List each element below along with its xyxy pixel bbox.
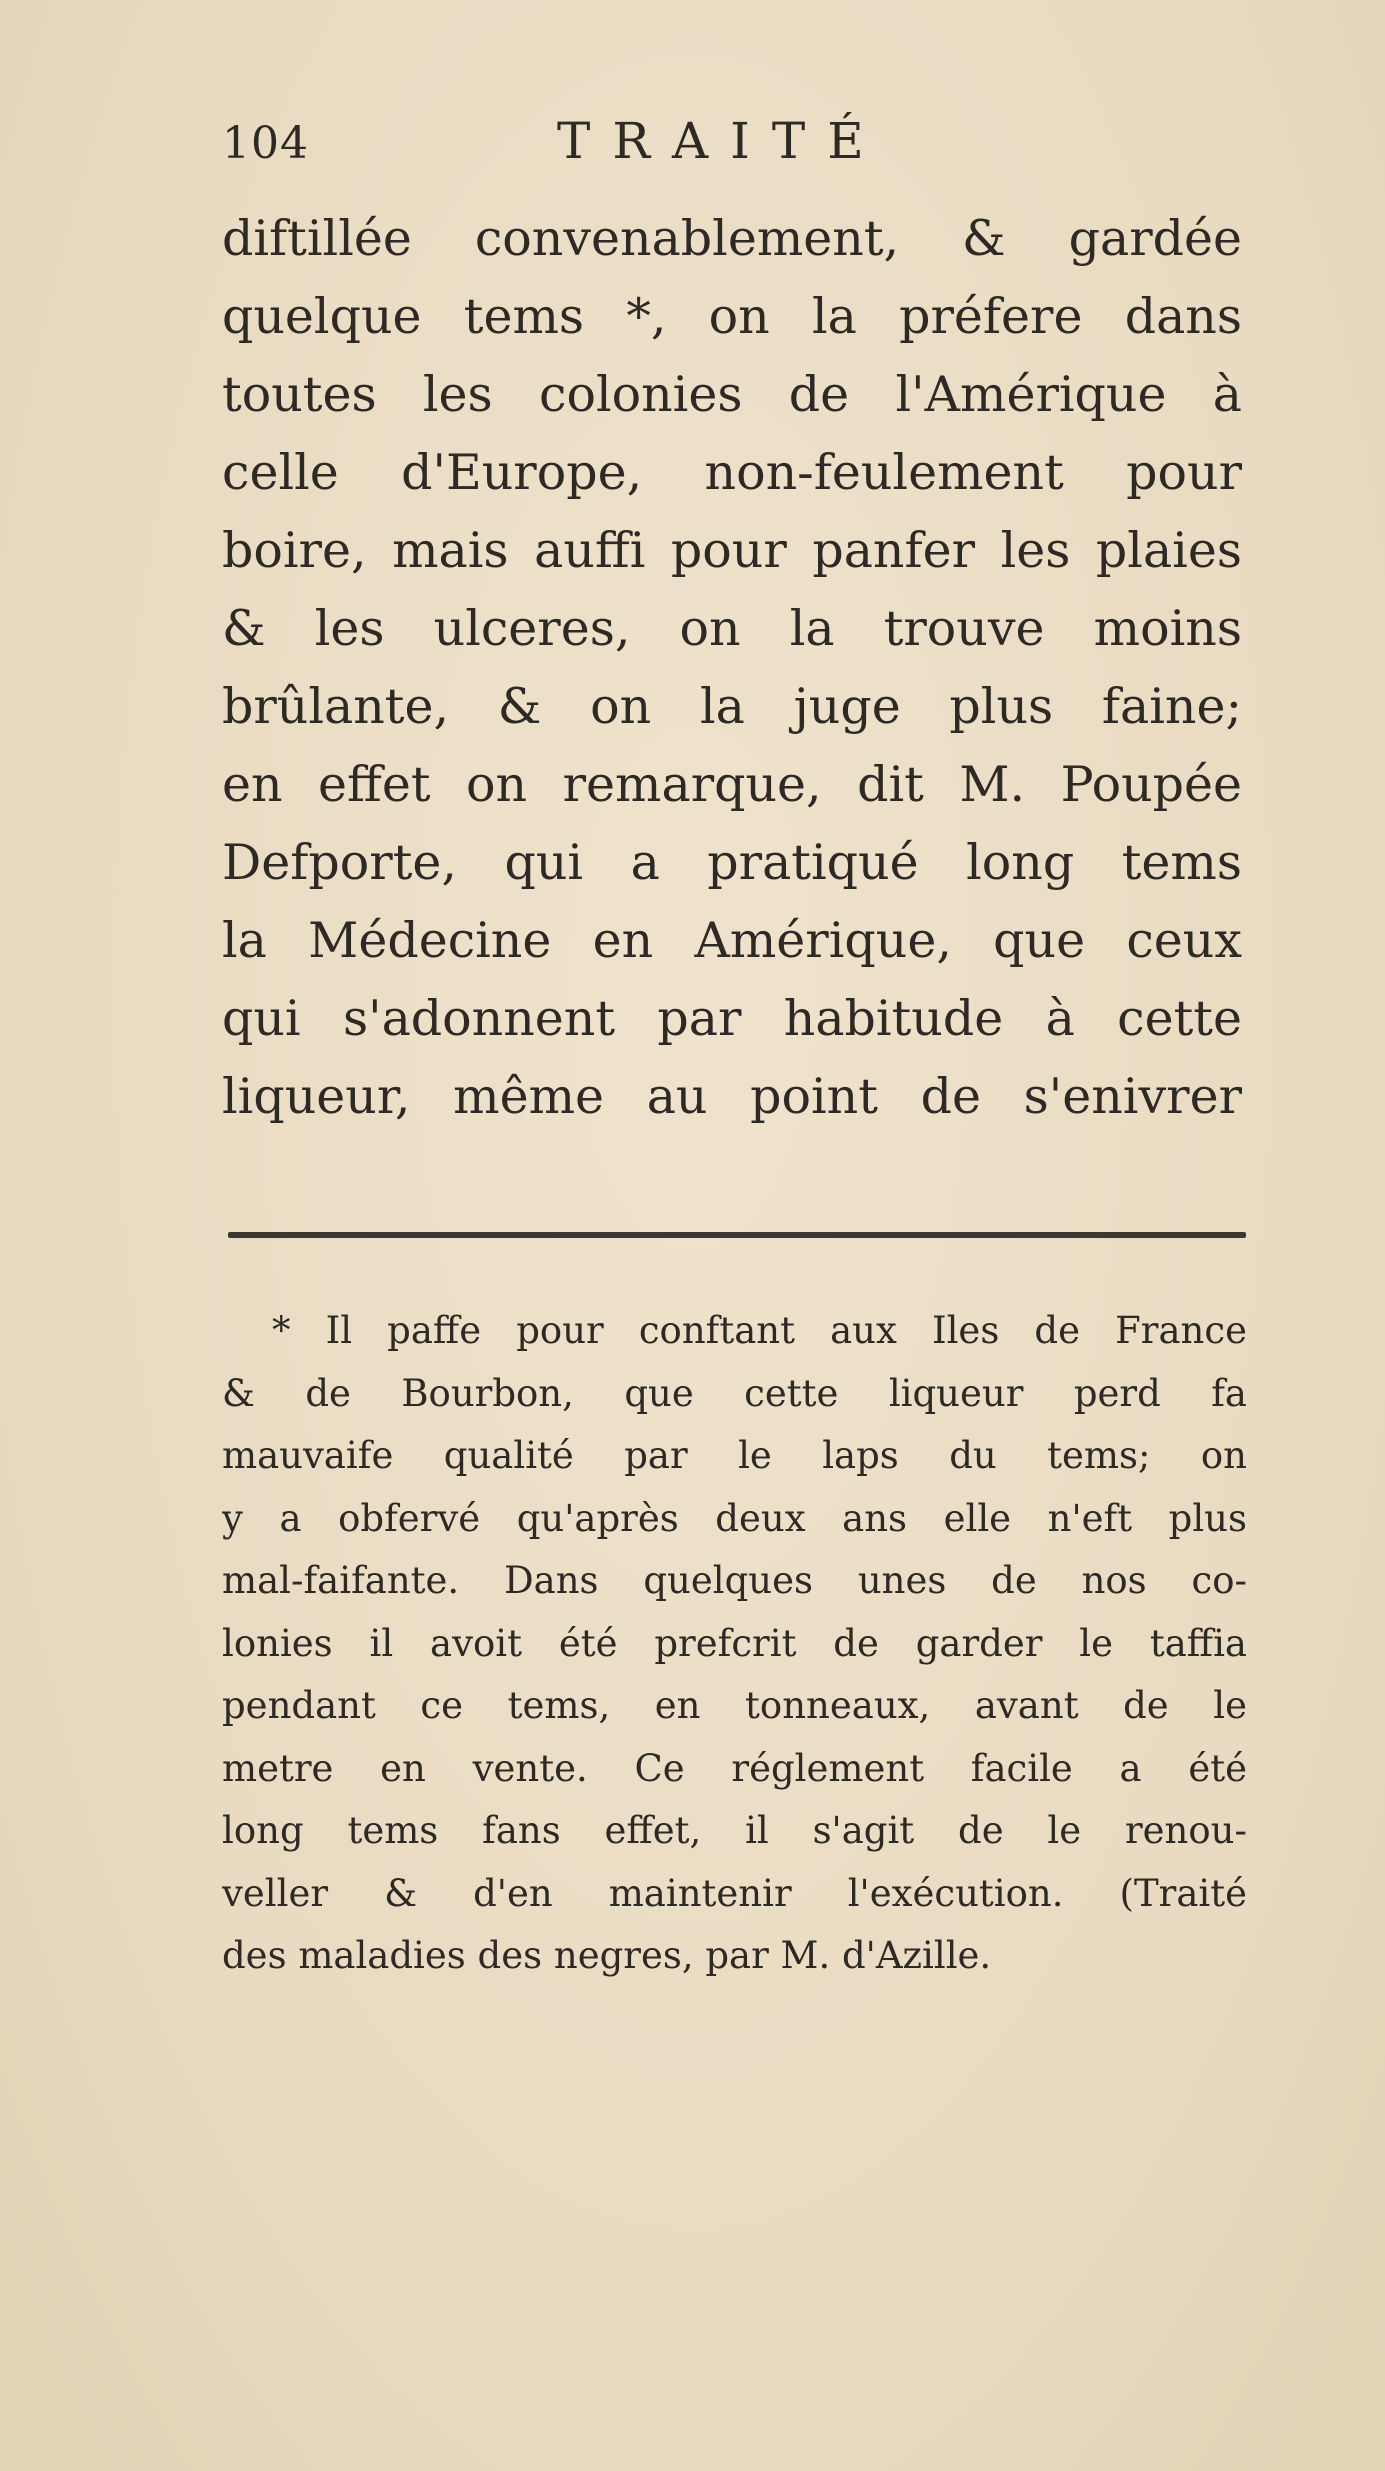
footnote-line: y a obfervé qu'après deux ans elle n'eft plus — [222, 1496, 1247, 1540]
footnote-line: veller & d'en maintenir l'exécution. (Traité — [222, 1871, 1247, 1915]
text-line: qui s'adonnent par habitude à cette — [222, 990, 1242, 1047]
text-line: & les ulceres, on la trouve moins — [222, 600, 1242, 657]
footnote-line: pendant ce tems, en tonneaux, avant de le — [222, 1684, 1247, 1727]
footnote — [222, 1300, 1247, 1988]
footnote-line: mal-faifante. Dans quelques unes de nos co- — [222, 1559, 1247, 1602]
text-line: Defporte, qui a pratiqué long tems — [222, 834, 1242, 891]
footnote-divider — [228, 1232, 1246, 1238]
page-header — [222, 112, 1222, 198]
footnote-line: * Il paffe pour conftant aux Iles de France — [272, 1309, 1247, 1352]
text-line: celle d'Europe, non-feulement pour — [222, 444, 1242, 501]
text-line: boire, mais auffi pour panfer les plaies — [222, 522, 1242, 579]
page-number: 104 — [222, 118, 309, 169]
text-line: la Médecine en Amérique, que ceux — [222, 912, 1242, 969]
text-line: liqueur, même au point de s'enivrer — [222, 1068, 1242, 1125]
text-line: quelque tems *, on la préfere dans — [222, 288, 1242, 345]
text-line: brûlante, & on la juge plus faine; — [222, 678, 1242, 735]
footnote-line: & de Bourbon, que cette liqueur perd fa — [222, 1371, 1247, 1415]
running-head: TRAITÉ — [557, 112, 886, 170]
footnote-line: mauvaife qualité par le laps du tems; on — [222, 1434, 1247, 1477]
footnote-line: metre en vente. Ce réglement facile a été — [222, 1746, 1247, 1790]
footnote-line: lonies il avoit été prefcrit de garder le taffia — [222, 1621, 1247, 1665]
text-line: en effet on remarque, dit M. Poupée — [222, 756, 1242, 813]
text-line: diftillée convenablement, & gardée — [222, 210, 1242, 267]
footnote-line: des maladies des negres, par M. d'Azille. — [222, 1934, 992, 1977]
main-text — [222, 200, 1242, 1136]
text-line: toutes les colonies de l'Amérique à — [222, 366, 1242, 423]
footnote-line: long tems fans effet, il s'agit de le renou- — [222, 1809, 1247, 1852]
